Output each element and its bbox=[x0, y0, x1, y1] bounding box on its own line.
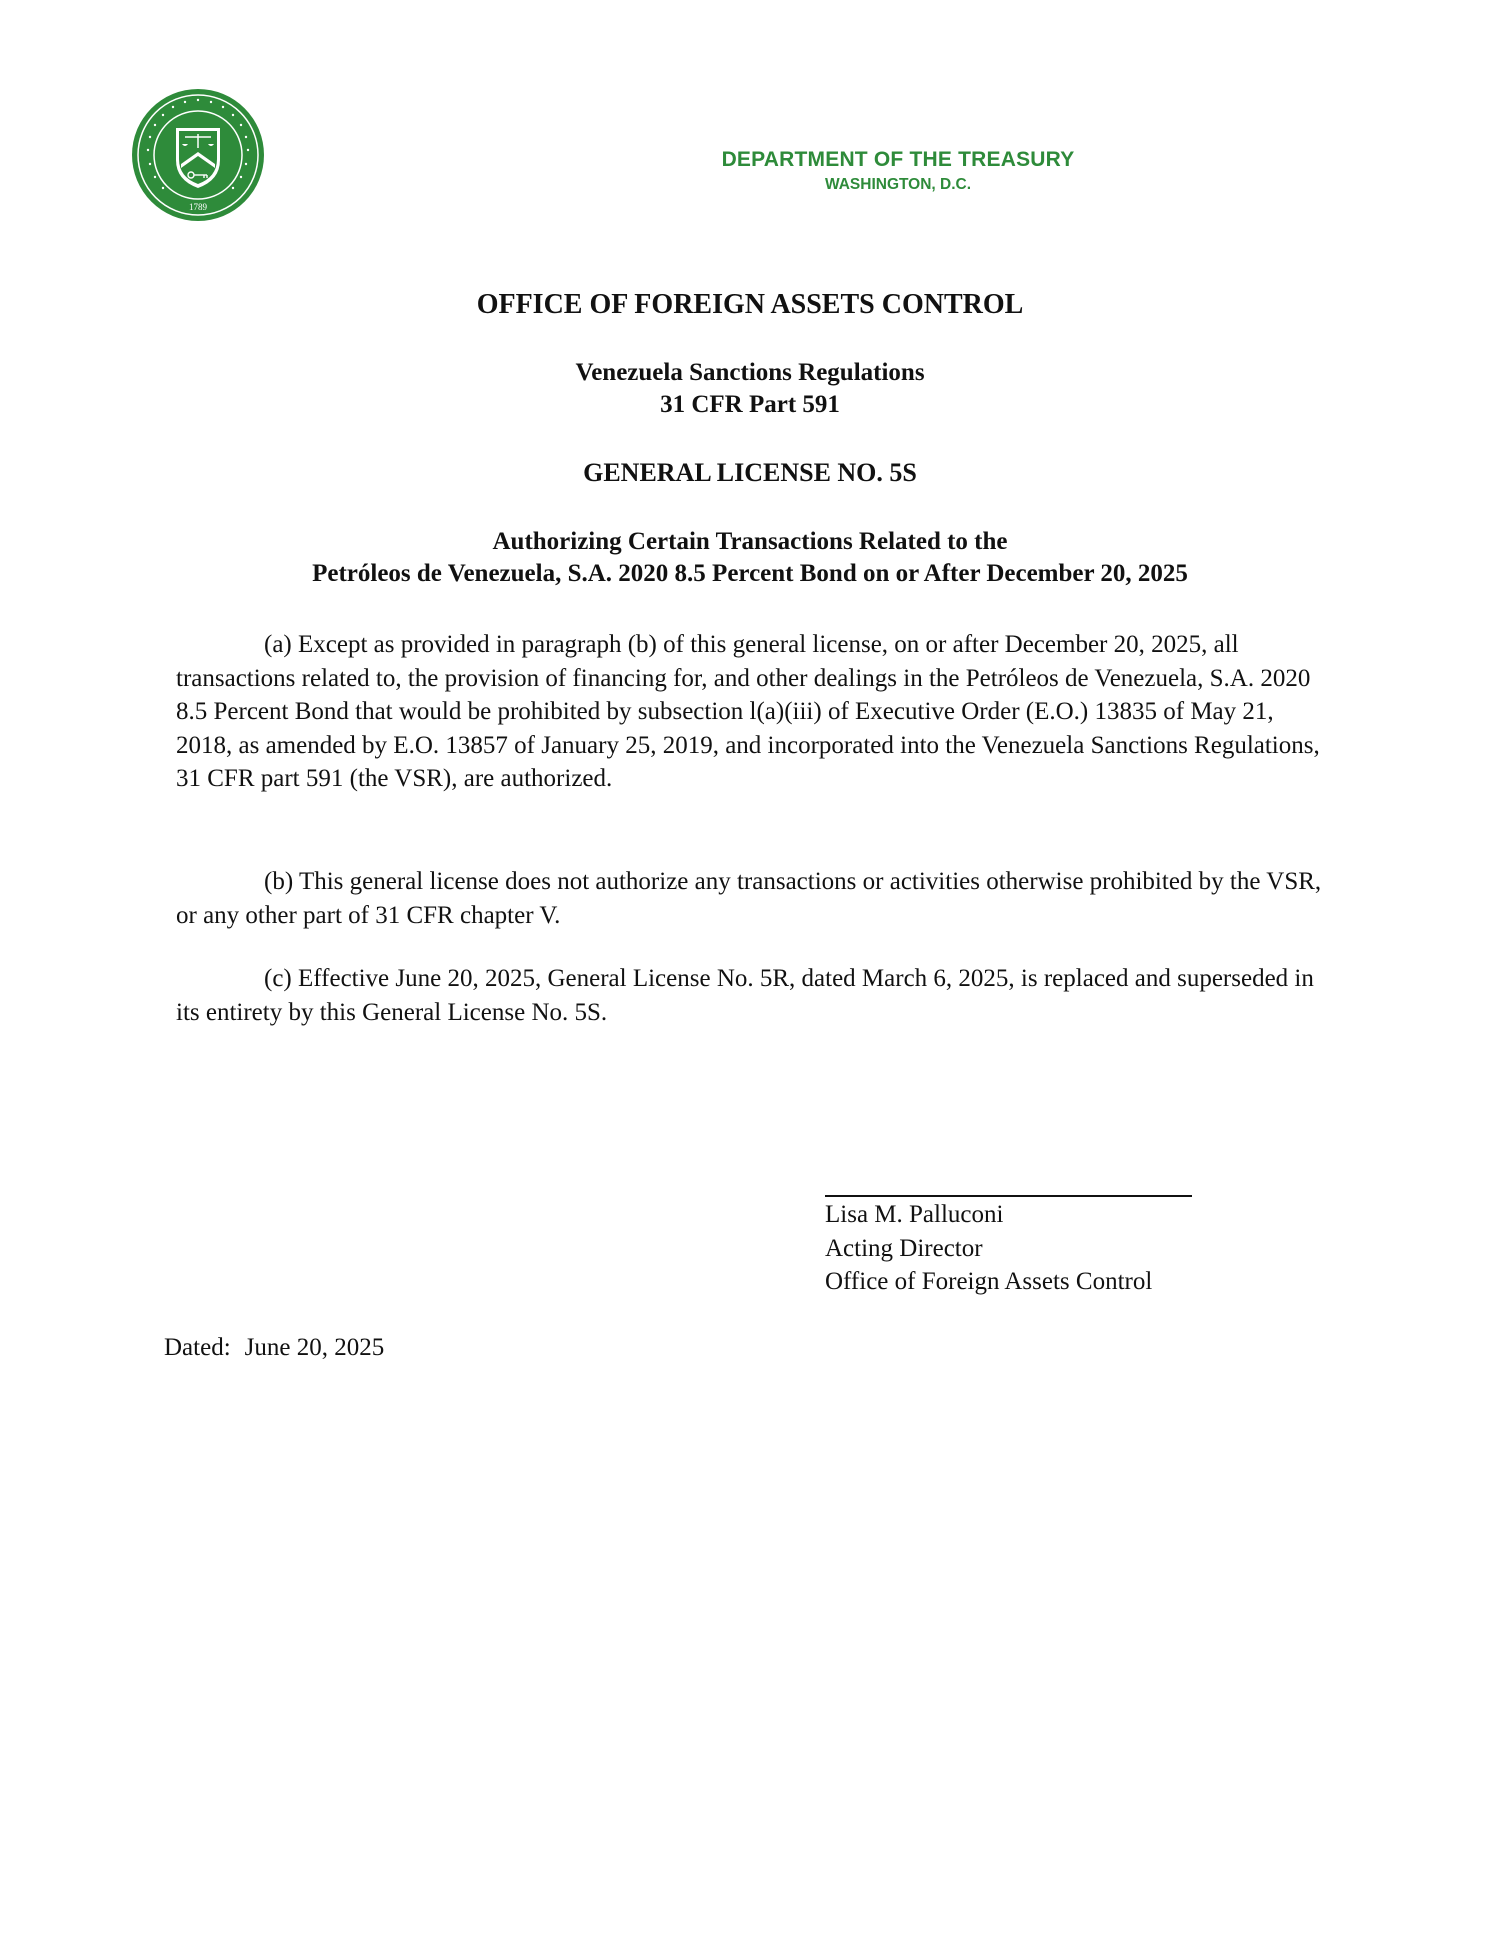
license-number: GENERAL LICENSE NO. 5S bbox=[583, 458, 917, 487]
paragraph-c: (c) Effective June 20, 2025, General License No. 5R, dated March 6, 2025, is replaced and superseded in its entirety by this General License No. 5S. bbox=[176, 965, 1314, 1026]
department-city: WASHINGTON, D.C. bbox=[824, 176, 972, 193]
signature-block bbox=[825, 1198, 1152, 1299]
signatory-name: Lisa M. Palluconi bbox=[825, 1201, 1004, 1228]
license-title-line2: Petróleos de Venezuela, S.A. 2020 8.5 Percent Bond on or After December 20, 2025 bbox=[312, 560, 1188, 587]
signatory-title: Acting Director bbox=[825, 1234, 983, 1262]
seal-year: 1789 bbox=[189, 202, 207, 212]
paragraph-a: (a) Except as provided in paragraph (b) of this general license, on or after December 20, 2025, all transactions related to, the provision of financing for, and other dealings in the Petróleos de Venezuela, S.A. 2020 8.5 Percent Bond that would be prohibited by subsection l(a)(iii) of Executive Order (E.O.) 13835 of May 21, 2018, as amended by E.O. 13857 of January 25, 2019, and incorporated into the Venezuela Sanctions Regulations, 31 CFR part 591 (the VSR), are authorized. bbox=[176, 631, 1320, 792]
signatory-office: Office of Foreign Assets Control bbox=[825, 1268, 1153, 1295]
regulations-cfr: 31 CFR Part 591 bbox=[660, 391, 840, 418]
license-title bbox=[0, 526, 1500, 590]
regulations-name: Venezuela Sanctions Regulations bbox=[575, 359, 925, 386]
license-title-line1: Authorizing Certain Transactions Related to the bbox=[492, 528, 1008, 555]
dated-date: June 20, 2025 bbox=[244, 1334, 385, 1361]
regulations-heading bbox=[0, 357, 1500, 421]
office-heading: OFFICE OF FOREIGN ASSETS CONTROL bbox=[476, 289, 1024, 320]
signature-line bbox=[825, 1195, 1192, 1197]
department-name: DEPARTMENT OF THE TREASURY bbox=[721, 148, 1075, 171]
dated-line bbox=[164, 1334, 384, 1362]
paragraph-b: (b) This general license does not authorize any transactions or activities otherwise prohibited by the VSR, or any other part of 31 CFR chapter V. bbox=[176, 868, 1322, 929]
dated-label: Dated: bbox=[164, 1334, 231, 1361]
